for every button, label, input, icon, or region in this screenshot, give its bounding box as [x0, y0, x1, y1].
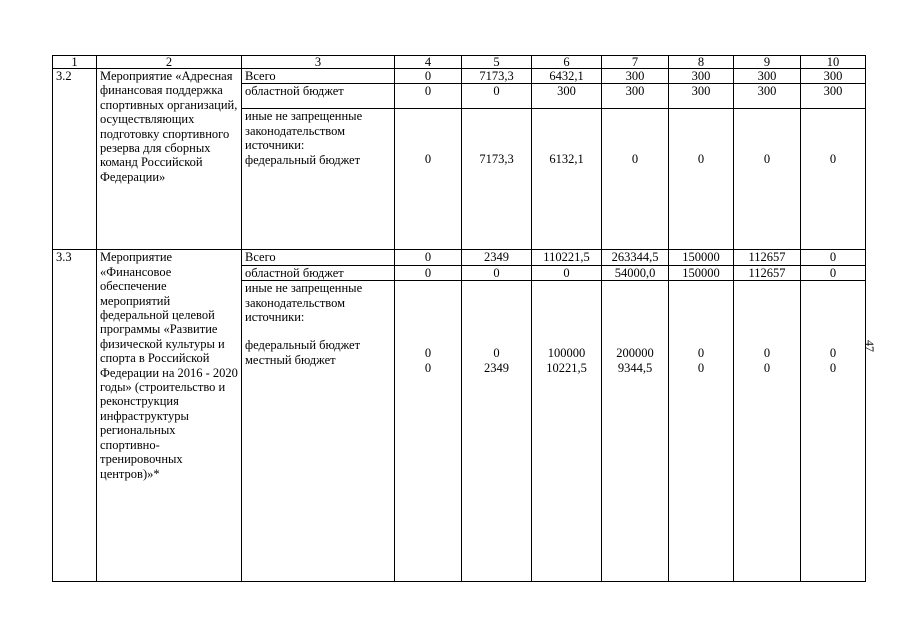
value-cell — [462, 281, 532, 582]
value-line: 0 — [829, 360, 837, 375]
value-line: 0 — [763, 360, 771, 375]
value-cell — [532, 281, 602, 582]
value-cell: 0 — [669, 109, 734, 250]
value-cell: 300 — [602, 69, 669, 84]
col-header: 9 — [734, 56, 801, 69]
source-label — [242, 281, 395, 582]
budget-table — [52, 55, 866, 582]
table-row — [53, 250, 866, 265]
value-cell: 2349 — [462, 250, 532, 265]
value-cell: 0 — [395, 109, 462, 250]
col-header: 10 — [801, 56, 866, 69]
col-header: 5 — [462, 56, 532, 69]
value-cell: 0 — [801, 109, 866, 250]
value-line: 100000 — [547, 346, 586, 361]
value-cell: 0 — [602, 109, 669, 250]
value-cell: 0 — [462, 84, 532, 109]
value-line: 9344,5 — [617, 360, 653, 375]
source-label — [242, 109, 395, 250]
header-row — [53, 56, 866, 69]
col-header: 8 — [669, 56, 734, 69]
value-cell: 300 — [801, 84, 866, 109]
value-cell: 0 — [395, 250, 462, 265]
value-cell: 0 — [801, 265, 866, 280]
value-cell: 0 — [462, 265, 532, 280]
source-label-line: иные не запрещенные законодательством источники: — [245, 109, 363, 153]
measure-title: Мероприятие «Адресная финансовая поддержка спортивных организаций, осуществляющих подготовку спортивного резерва для сборных команд Российской Федерации» — [97, 69, 242, 250]
source-label: Всего — [242, 69, 395, 84]
value-cell: 7173,3 — [462, 69, 532, 84]
value-cell: 54000,0 — [602, 265, 669, 280]
value-line: 0 — [424, 360, 432, 375]
value-line: 200000 — [616, 346, 654, 361]
value-cell — [734, 281, 801, 582]
value-line: 0 — [829, 346, 837, 361]
row-number: 3.2 — [53, 69, 97, 250]
value-cell: 6132,1 — [532, 109, 602, 250]
value-cell: 0 — [395, 265, 462, 280]
source-label-line: федеральный бюджет — [245, 152, 361, 167]
value-cell: 0 — [734, 109, 801, 250]
value-line: 0 — [424, 346, 432, 361]
value-cell: 263344,5 — [602, 250, 669, 265]
value-line: 0 — [697, 360, 705, 375]
page-number: 47 — [863, 340, 877, 352]
value-cell: 6432,1 — [532, 69, 602, 84]
value-cell — [602, 281, 669, 582]
value-cell — [395, 281, 462, 582]
value-cell: 300 — [669, 69, 734, 84]
value-cell: 112657 — [734, 250, 801, 265]
value-cell — [669, 281, 734, 582]
value-cell: 0 — [801, 250, 866, 265]
col-header: 1 — [53, 56, 97, 69]
source-label: областной бюджет — [242, 84, 395, 109]
table-row — [53, 69, 866, 84]
col-header: 7 — [602, 56, 669, 69]
value-cell — [801, 281, 866, 582]
value-cell: 7173,3 — [462, 109, 532, 250]
value-cell: 110221,5 — [532, 250, 602, 265]
source-label-line: местный бюджет — [245, 352, 336, 367]
value-line: 2349 — [484, 360, 509, 375]
value-cell: 300 — [602, 84, 669, 109]
value-cell: 300 — [669, 84, 734, 109]
col-header: 2 — [97, 56, 242, 69]
value-line: 0 — [493, 346, 500, 361]
col-header: 4 — [395, 56, 462, 69]
value-cell: 0 — [532, 265, 602, 280]
value-line: 0 — [763, 346, 771, 361]
value-cell: 150000 — [669, 265, 734, 280]
col-header: 3 — [242, 56, 395, 69]
measure-title: Мероприятие «Финансовое обеспечение мероприятий федеральной целевой программы «Развитие физической культуры и спорта в Российской Федерации на 2016 - 2020 годы» (строительство и реконструкция инфраструктуры региональных спортивно-тренировочных центров)»* — [97, 250, 242, 582]
value-line: 10221,5 — [546, 360, 587, 375]
source-label: областной бюджет — [242, 265, 395, 280]
value-cell: 300 — [734, 69, 801, 84]
source-label: Всего — [242, 250, 395, 265]
value-cell: 300 — [532, 84, 602, 109]
col-header: 6 — [532, 56, 602, 69]
value-cell: 150000 — [669, 250, 734, 265]
value-cell: 0 — [395, 84, 462, 109]
value-cell: 0 — [395, 69, 462, 84]
source-label-line: иные не запрещенные законодательством источники: — [245, 281, 363, 325]
value-line: 0 — [697, 346, 705, 361]
value-cell: 300 — [734, 84, 801, 109]
value-cell: 112657 — [734, 265, 801, 280]
row-number: 3.3 — [53, 250, 97, 582]
source-label-line: федеральный бюджет — [245, 338, 361, 353]
value-cell: 300 — [801, 69, 866, 84]
